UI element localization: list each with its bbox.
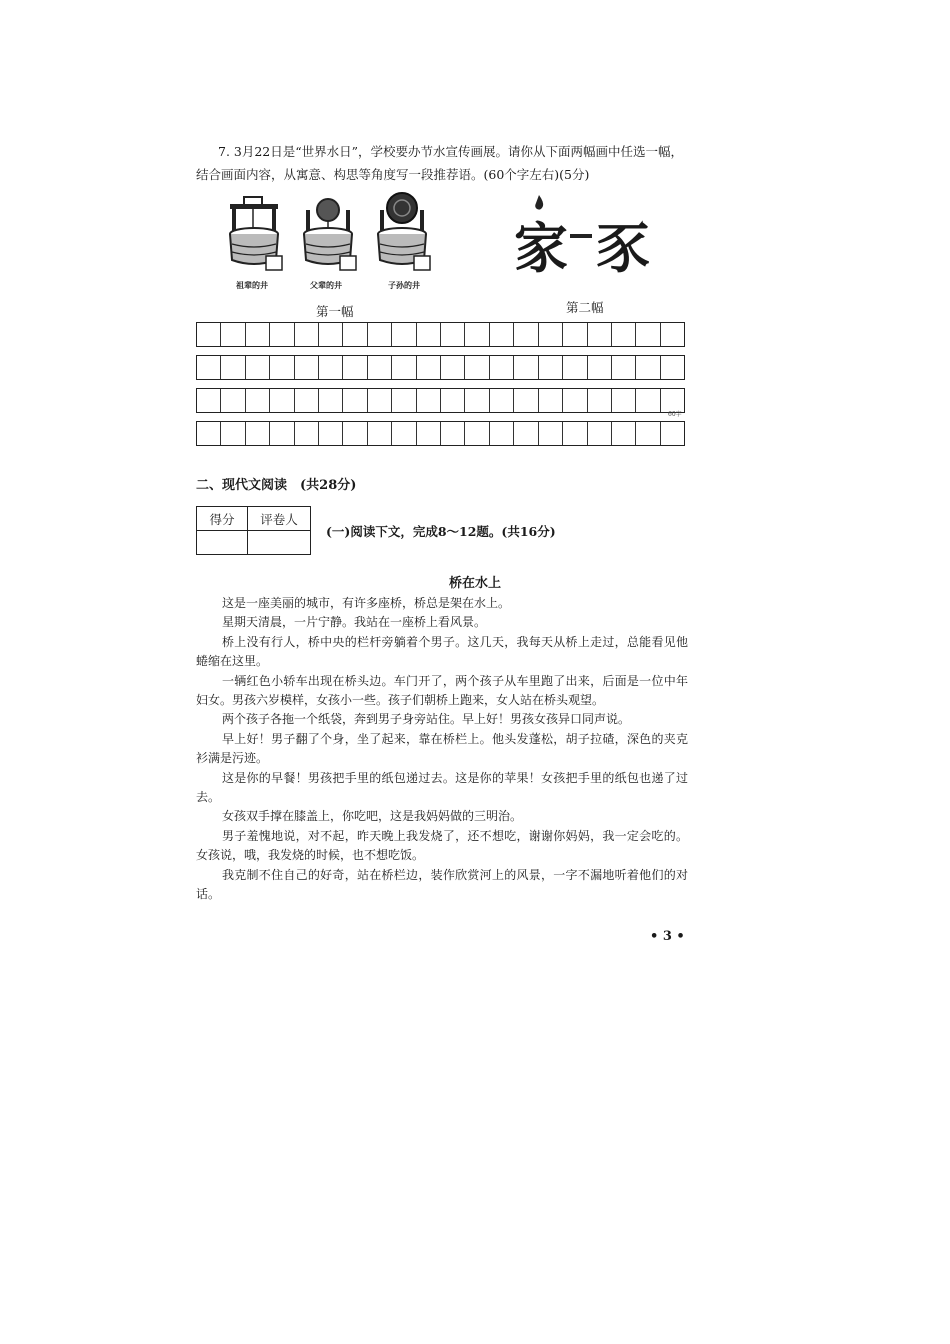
grid-cell[interactable] [417,323,441,346]
grid-cell[interactable] [490,422,514,445]
calligraphy-dash [570,234,592,238]
grid-cell[interactable] [368,422,392,445]
grid-row [196,322,685,347]
grid-cell[interactable] [368,389,392,412]
well-parents-image [304,199,356,270]
grid-cell[interactable] [295,356,319,379]
article-paragraph: 这是一座美丽的城市，有许多座桥，桥总是架在水上。 [222,596,511,610]
picture-2-caption: 第二幅 [566,300,604,315]
article-body [196,594,688,905]
grid-cell[interactable] [441,422,465,445]
grid-row [196,388,685,413]
grid-cell[interactable] [295,389,319,412]
article-paragraph: 早上好！男子翻了个身，坐了起来，靠在桥栏上。他头发蓬松，胡子拉碴，深色的夹克衫满是污迹。 [196,731,688,766]
picture-1-caption: 第一幅 [316,304,354,319]
grid-cell[interactable] [539,323,563,346]
grid-cell[interactable] [539,356,563,379]
grid-cell[interactable] [246,356,270,379]
score-header: 得分 [197,507,248,531]
grid-cell[interactable] [392,389,416,412]
grid-cell[interactable] [221,389,245,412]
grid-cell[interactable] [343,422,367,445]
grid-cell[interactable] [246,323,270,346]
article-paragraph: 这是你的早餐！男孩把手里的纸包递过去。这是你的苹果！女孩把手里的纸包也递了过去。 [196,770,688,805]
grid-cell[interactable] [441,323,465,346]
grid-cell[interactable] [636,422,660,445]
page-number: • 3 • [650,929,685,944]
grid-cell[interactable] [514,422,538,445]
grid-row [196,355,685,380]
grid-cell[interactable] [197,389,221,412]
grid-cell[interactable] [636,356,660,379]
grid-cell[interactable] [514,389,538,412]
grid-cell[interactable] [343,389,367,412]
grid-cell[interactable] [661,356,684,379]
grid-cell[interactable] [514,323,538,346]
grid-cell[interactable] [490,323,514,346]
grid-cell[interactable] [465,422,489,445]
grid-cell[interactable] [612,356,636,379]
grid-word-count-mark: 60字 [668,411,682,418]
grid-cell[interactable] [539,422,563,445]
grader-header: 评卷人 [248,507,311,531]
article-paragraph: 星期天清晨，一片宁静。我站在一座桥上看风景。 [222,615,487,630]
grid-cell[interactable] [368,323,392,346]
grid-cell[interactable] [270,356,294,379]
well-label-ancestors: 祖辈的井 [236,280,268,290]
grid-cell[interactable] [661,422,684,445]
grid-cell[interactable] [197,356,221,379]
well-label-parents: 父辈的井 [310,280,342,290]
grid-cell[interactable] [343,323,367,346]
well-descendants-image [378,193,430,270]
grid-cell[interactable] [490,356,514,379]
calligraphy-char-right: 豕 [596,216,650,280]
grid-cell[interactable] [465,389,489,412]
well-label-descendants: 子孙的井 [388,280,420,290]
grid-cell[interactable] [563,356,587,379]
grid-cell[interactable] [392,323,416,346]
grid-cell[interactable] [221,356,245,379]
grid-cell[interactable] [417,422,441,445]
grid-cell[interactable] [465,323,489,346]
water-drop-icon [532,194,546,212]
article-paragraph: 男子羞愧地说，对不起，昨天晚上我发烧了，还不想吃，谢谢你妈妈，我一定会吃的。女孩说，哦，我发烧的时候，也不想吃饭。 [196,828,688,863]
grid-cell[interactable] [612,323,636,346]
grid-cell[interactable] [588,356,612,379]
grid-cell[interactable] [441,356,465,379]
grid-cell[interactable] [368,356,392,379]
grid-cell[interactable] [319,323,343,346]
score-table [196,506,311,555]
grid-cell[interactable] [295,323,319,346]
grid-cell[interactable] [417,356,441,379]
subsection-1-instruction: (一)阅读下文，完成8～12题。(共16分) [326,524,556,539]
grid-cell[interactable] [246,422,270,445]
grid-cell[interactable] [539,389,563,412]
grid-cell[interactable] [392,356,416,379]
grid-cell[interactable] [661,323,684,346]
grid-cell[interactable] [588,389,612,412]
grid-cell[interactable] [612,422,636,445]
grid-cell[interactable] [221,323,245,346]
grid-cell[interactable] [270,422,294,445]
grid-cell[interactable] [588,323,612,346]
grid-cell[interactable] [465,356,489,379]
grid-cell[interactable] [295,422,319,445]
grid-cell[interactable] [514,356,538,379]
grid-cell[interactable] [319,422,343,445]
grid-cell[interactable] [221,422,245,445]
grid-cell[interactable] [343,356,367,379]
article-paragraph: 桥上没有行人，桥中央的栏杆旁躺着个男子。这几天，我每天从桥上走过，总能看见他蜷缩在这里。 [196,634,688,669]
grid-cell[interactable] [441,389,465,412]
grid-cell[interactable] [563,389,587,412]
question-7: 7. 3月22日是“世界水日”，学校要办节水宣传画展。请你从下面两幅画中任选一幅，结合画面内容，从寓意、构思等角度写一段推荐语。(60个字左右)(5分) [196,144,684,182]
grid-cell[interactable] [197,323,221,346]
grid-cell[interactable] [197,422,221,445]
calligraphy-char-left: 家 [514,216,566,280]
grid-cell[interactable] [612,389,636,412]
grader-cell[interactable] [248,531,311,555]
grid-row [196,421,685,446]
grid-cell[interactable] [417,389,441,412]
grid-cell[interactable] [588,422,612,445]
article-paragraph: 两个孩子各拖一个纸袋，奔到男子身旁站住。早上好！男孩女孩异口同声说。 [222,712,631,727]
article-title: 桥在水上 [448,576,501,591]
article-paragraph: 我克制不住自己的好奇，站在桥栏边，装作欣赏河上的风景，一字不漏地听着他们的对话。 [196,867,688,902]
grid-cell[interactable] [490,389,514,412]
grid-cell[interactable] [392,422,416,445]
well-ancestors-image [230,197,282,270]
grid-cell[interactable] [270,389,294,412]
grid-cell[interactable] [563,422,587,445]
score-cell[interactable] [197,531,248,555]
section-2-title: 二、现代文阅读 (共28分) [196,478,357,493]
article-paragraph: 女孩双手撑在膝盖上，你吃吧，这是我妈妈做的三明治。 [222,809,523,824]
grid-cell[interactable] [319,389,343,412]
grid-cell[interactable] [319,356,343,379]
grid-cell[interactable] [246,389,270,412]
article-paragraph: 一辆红色小轿车出现在桥头边。车门开了，两个孩子从车里跑了出来，后面是一位中年妇女。男孩六岁模样，女孩小一些。孩子们朝桥上跑来，女人站在桥头观望。 [196,673,688,708]
grid-cell[interactable] [563,323,587,346]
grid-cell[interactable] [270,323,294,346]
grid-cell[interactable] [636,389,660,412]
grid-cell[interactable] [636,323,660,346]
